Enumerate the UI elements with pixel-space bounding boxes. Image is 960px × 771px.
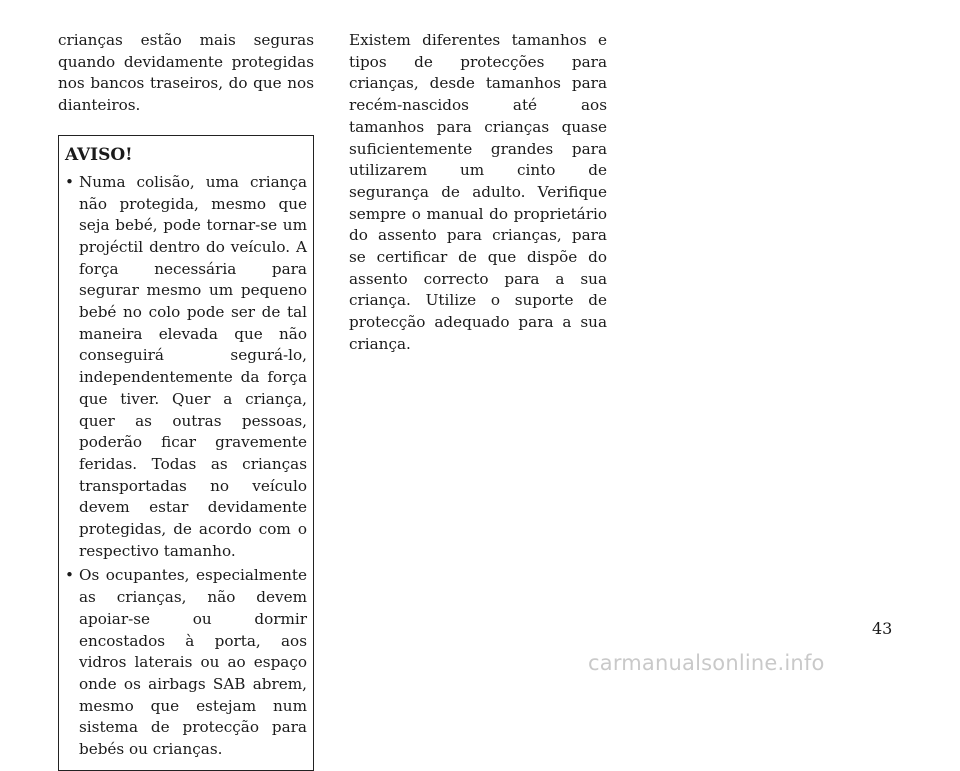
warning-item bbox=[65, 172, 307, 563]
warning-item bbox=[65, 565, 307, 760]
intro-paragraph: crianças estão mais seguras quando devidamente protegidas nos bancos traseiros, do que nos dianteiros. bbox=[58, 31, 314, 115]
warning-item-text: Os ocupantes, especialmente as crianças, não devem apoiar-se ou dormir encostados à porta, aos vidros laterais ou ao espaço onde os airbags SAB abrem, mesmo que estejam num sistema de protecção para bebés ou crianças. bbox=[79, 566, 307, 759]
warning-item-text: Numa colisão, uma criança não protegida, mesmo que seja bebé, pode tornar-se um projéctil dentro do veículo. A força necessária para segurar mesmo um pequeno bebé no colo pode ser de tal maneira elevada que não conseguirá segurá-lo, independentemente da força que tiver. Quer a criança, quer as outras pessoas, poderão ficar gravemente feridas. Todas as crianças transportadas no veículo devem estar devidamente protegidas, de acordo com o respectivo tamanho. bbox=[79, 172, 307, 560]
right-column bbox=[349, 30, 607, 356]
bullet-icon: • bbox=[65, 566, 74, 585]
left-column bbox=[58, 30, 314, 771]
body-paragraph: Existem diferentes tamanhos e tipos de protecções para crianças, desde tamanhos para recém-nascidos até aos tamanhos para crianças quase suficientemente grandes para utilizarem um cinto de segurança de adulto. Verifique sempre o manual do proprietário do assento para crianças, para se certificar de que dispõe do assento correcto para a sua criança. Utilize o suporte de protecção adequado para a sua criança. bbox=[349, 31, 607, 353]
warning-list bbox=[65, 172, 307, 761]
warning-title: AVISO! bbox=[65, 144, 133, 165]
page-number: 43 bbox=[872, 619, 893, 638]
watermark[interactable]: carmanualsonline.info bbox=[588, 651, 825, 675]
warning-box bbox=[58, 135, 314, 771]
bullet-icon: • bbox=[65, 172, 74, 191]
